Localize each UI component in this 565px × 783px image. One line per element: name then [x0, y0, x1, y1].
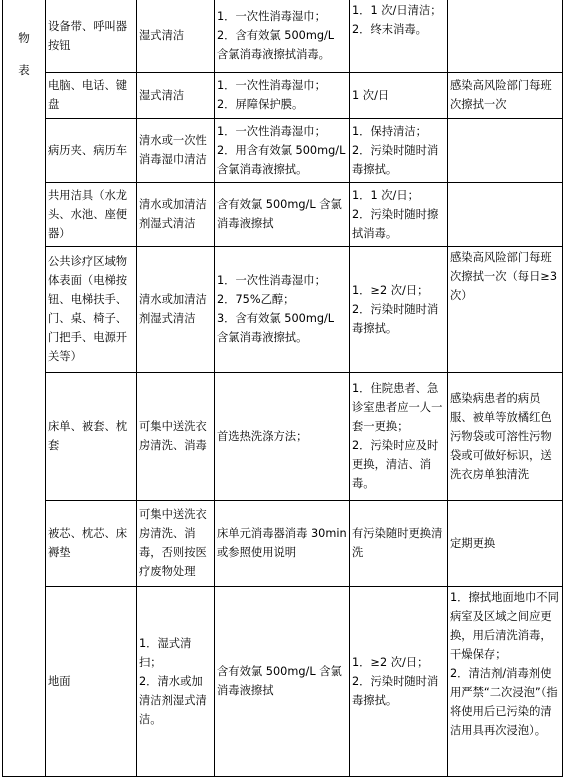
item-cell: 公共诊疗区域物体表面（电梯按钮、电梯扶手、门、桌、椅子、门把手、电源开关等） — [46, 246, 137, 372]
frequency-line: 1．保持清洁； — [352, 124, 427, 138]
item-cell: 被芯、枕芯、床褥垫 — [46, 500, 137, 586]
method-cell: 清水或加清洁剂湿式清洁 — [137, 246, 215, 372]
agent-line: 床单元消毒器消毒 30min或参照使用说明 — [217, 527, 347, 559]
category-char: 物 — [18, 31, 30, 45]
remark-line: 2．清洁剂/消毒剂使用严禁“二次浸泡”（指将使用后已污染的清洁用具再次浸泡）。 — [450, 666, 558, 737]
frequency-line: 1．≥2 次/日； — [352, 283, 429, 297]
frequency-line: 1 次/日 — [352, 88, 390, 102]
agent-line: 含有效氯 500mg/L 含氯消毒液擦拭 — [217, 665, 342, 697]
frequency-line: 2．污染时随时消毒擦拭。 — [352, 674, 439, 707]
item-cell: 设备带、呼叫器按钮 — [46, 0, 137, 72]
method-cell: 湿式清洁 — [137, 72, 215, 118]
agent-cell — [215, 246, 350, 372]
table-row — [3, 500, 563, 586]
method-cell: 湿式清洁 — [137, 0, 215, 72]
frequency-line: 1．住院患者、急诊室患者应一人一套一更换； — [352, 382, 443, 433]
item-cell: 地面 — [46, 586, 137, 776]
agent-line: 1．一次性消毒湿巾； — [217, 274, 326, 287]
agent-cell — [215, 182, 350, 246]
frequency-cell — [350, 118, 448, 182]
agent-cell — [215, 586, 350, 776]
agent-line: 2．含有效氯 500mg/L 含氯消毒液擦拭消毒。 — [217, 29, 335, 62]
frequency-line: 有污染随时更换清洗 — [352, 527, 443, 559]
frequency-cell — [350, 500, 448, 586]
agent-line: 1．一次性消毒湿巾； — [217, 79, 326, 92]
frequency-line: 1．1 次/日； — [352, 188, 419, 202]
remark-cell: 定期更换 — [448, 500, 563, 586]
item-cell: 共用洁具（水龙头、水池、座便器） — [46, 182, 137, 246]
remark-cell — [448, 0, 563, 72]
method-line: 1．湿式清扫； — [139, 636, 192, 669]
frequency-line: 2．污染时随时擦拭消毒。 — [352, 207, 439, 240]
frequency-cell — [350, 72, 448, 118]
remark-cell: 感染病患者的病员服、被单等放橘红色污物袋或可溶性污物袋或可做好标识，送洗衣房单独清洗 — [448, 372, 563, 500]
remark-cell: 感染高风险部门每班次擦拭一次 — [448, 72, 563, 118]
remark-cell — [448, 182, 563, 246]
agent-line: 2．屏障保护膜。 — [217, 98, 304, 111]
agent-line: 2．用含有效氯 500mg/L 含氯消毒液擦拭。 — [217, 143, 346, 176]
item-cell: 电脑、电话、键盘 — [46, 72, 137, 118]
table-row — [3, 246, 563, 372]
category-char: 表 — [18, 63, 30, 77]
table-row — [3, 182, 563, 246]
method-line: 2．清水或加清洁剂湿式清洁。 — [139, 674, 207, 726]
agent-cell — [215, 72, 350, 118]
agent-cell — [215, 372, 350, 500]
method-cell: 清水或一次性消毒湿巾清洁 — [137, 118, 215, 182]
frequency-line: 2．终末消毒。 — [352, 23, 427, 36]
method-cell: 可集中送洗衣房清洗、消毒 — [137, 372, 215, 500]
agent-cell — [215, 118, 350, 182]
frequency-line: 2．污染时随时消毒擦拭。 — [352, 143, 439, 176]
method-cell — [137, 586, 215, 776]
agent-cell — [215, 0, 350, 72]
disinfection-table — [2, 0, 563, 777]
table-row — [3, 372, 563, 500]
frequency-cell — [350, 246, 448, 372]
remark-cell — [448, 118, 563, 182]
frequency-cell — [350, 182, 448, 246]
agent-line: 首选热洗涤方法； — [217, 429, 308, 443]
agent-line: 2．75%乙醇； — [217, 293, 295, 306]
agent-cell — [215, 500, 350, 586]
table-row — [3, 118, 563, 182]
method-cell: 可集中送洗衣房清洗、消毒，否则按医疗废物处理 — [137, 500, 215, 586]
agent-line: 含有效氯 500mg/L 含氯消毒液擦拭 — [217, 198, 342, 230]
agent-line: 3．含有效氯 500mg/L 含氯消毒液擦拭。 — [217, 312, 335, 344]
remark-cell: 感染高风险部门每班次擦拭一次（每日≥3次） — [448, 246, 563, 372]
table-row — [3, 586, 563, 776]
frequency-cell — [350, 0, 448, 72]
remark-cell — [448, 586, 563, 776]
method-cell: 清水或加清洁剂湿式清洁 — [137, 182, 215, 246]
table-row — [3, 0, 563, 72]
item-cell: 病历夹、病历车 — [46, 118, 137, 182]
frequency-cell — [350, 586, 448, 776]
frequency-line: 2．污染时应及时更换，清洁、消毒。 — [352, 439, 439, 490]
frequency-line: 1．≥2 次/日； — [352, 655, 429, 669]
category-cell — [3, 0, 46, 776]
agent-line: 1．一次性消毒湿巾； — [217, 124, 326, 138]
remark-line: 1．擦拭地面地巾不同病室及区域之间应更换，用后清洗消毒，干燥保存； — [450, 590, 559, 661]
item-cell: 床单、被套、枕套 — [46, 372, 137, 500]
frequency-cell — [350, 372, 448, 500]
agent-line: 1．一次性消毒湿巾； — [217, 10, 326, 24]
frequency-line: 2．污染时随时消毒擦拭。 — [352, 302, 439, 335]
table-row — [3, 72, 563, 118]
frequency-line: 1．1 次/日清洁； — [352, 4, 442, 17]
